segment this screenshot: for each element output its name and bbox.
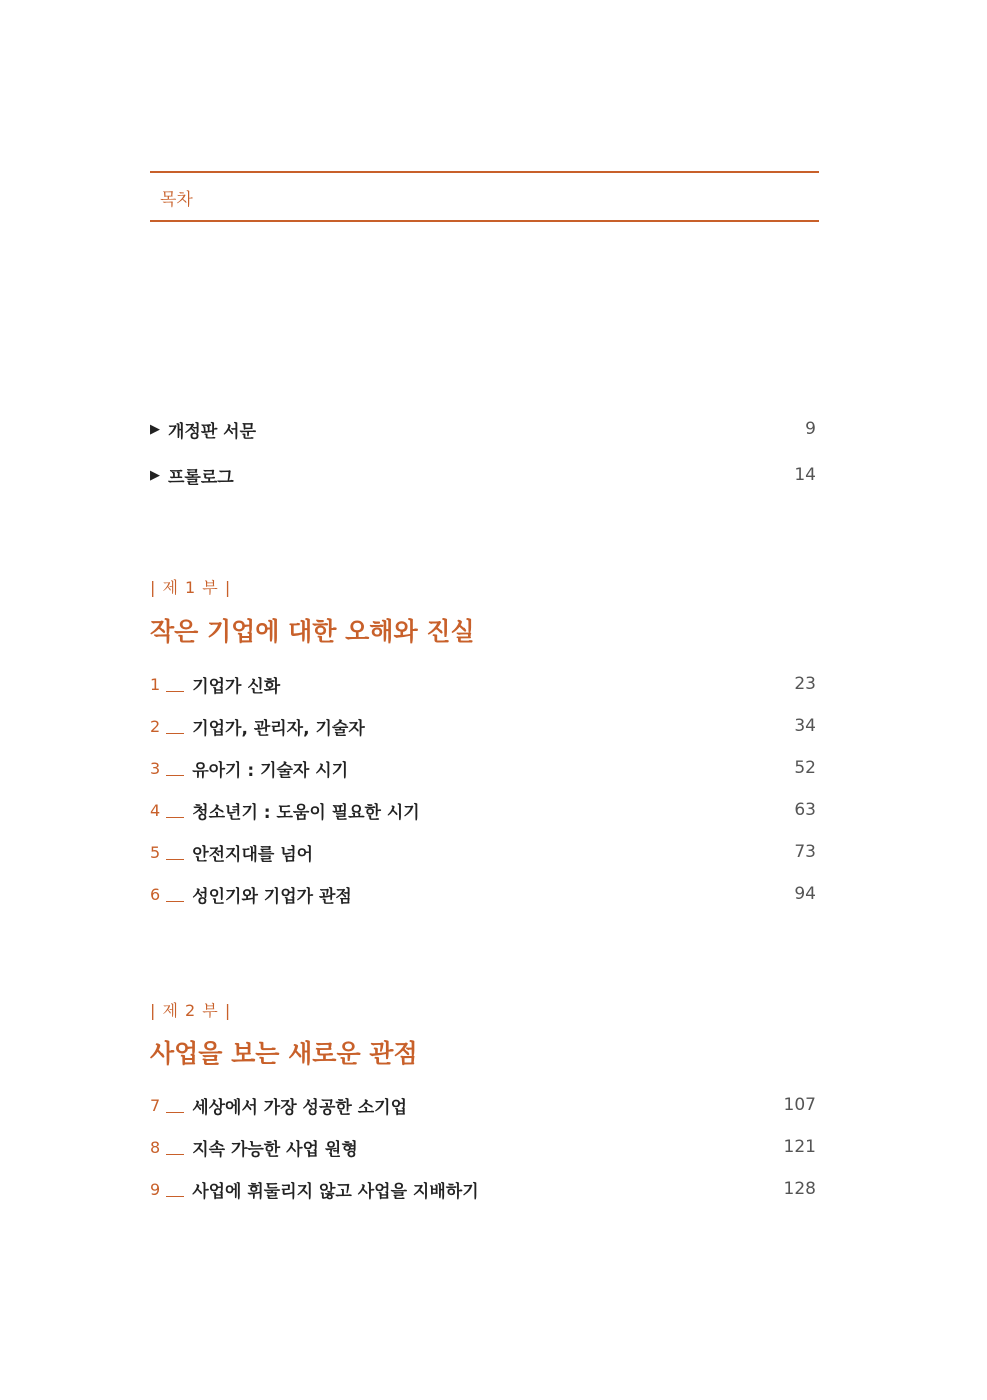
chapter-label: 안전지대를 넘어 xyxy=(192,844,314,865)
dash-divider xyxy=(166,1196,184,1197)
chapter-page: 63 xyxy=(794,800,816,820)
chapter-page: 23 xyxy=(794,674,816,694)
chapter-page: 94 xyxy=(794,884,816,904)
chapter-number: 5 xyxy=(150,842,161,862)
dash-divider xyxy=(166,901,184,902)
toc-chapter[interactable] xyxy=(150,672,816,696)
chapter-number: 3 xyxy=(150,758,161,778)
toc-chapter[interactable] xyxy=(150,1093,816,1117)
dash-divider xyxy=(166,733,184,734)
bottom-rule xyxy=(150,220,819,222)
toc-title: 목차 xyxy=(160,190,193,210)
toc-chapter[interactable] xyxy=(150,882,816,906)
toc-chapter[interactable] xyxy=(150,798,816,822)
dash-divider xyxy=(166,817,184,818)
toc-entry-preface[interactable] xyxy=(150,417,816,441)
chapter-label: 지속 가능한 사업 원형 xyxy=(192,1139,358,1160)
toc-chapter[interactable] xyxy=(150,1177,816,1201)
chapter-number: 1 xyxy=(150,674,161,694)
dash-divider xyxy=(166,1112,184,1113)
dash-divider xyxy=(166,691,184,692)
chapter-number: 8 xyxy=(150,1137,161,1157)
chapter-page: 34 xyxy=(794,716,816,736)
chapter-page: 128 xyxy=(783,1179,816,1199)
chapter-number: 7 xyxy=(150,1095,161,1115)
chapter-page: 73 xyxy=(794,842,816,862)
part-label: | 제 2 부 | xyxy=(150,1001,232,1020)
toc-chapter[interactable] xyxy=(150,714,816,738)
toc-chapter[interactable] xyxy=(150,1135,816,1159)
chapter-label: 청소년기 : 도움이 필요한 시기 xyxy=(192,802,420,823)
entry-label: 개정판 서문 xyxy=(168,421,257,442)
chapter-page: 107 xyxy=(783,1095,816,1115)
toc-chapter[interactable] xyxy=(150,840,816,864)
entry-page: 14 xyxy=(794,465,816,485)
triangle-icon: ▶ xyxy=(150,421,160,437)
part-title: 작은 기업에 대한 오해와 진실 xyxy=(150,617,475,646)
chapter-label: 사업에 휘둘리지 않고 사업을 지배하기 xyxy=(192,1181,479,1202)
dash-divider xyxy=(166,1154,184,1155)
part-label: | 제 1 부 | xyxy=(150,578,232,597)
toc-entry-prologue[interactable] xyxy=(150,463,816,487)
part-title: 사업을 보는 새로운 관점 xyxy=(150,1039,418,1068)
chapter-label: 기업가 신화 xyxy=(192,676,281,697)
chapter-label: 유아기 : 기술자 시기 xyxy=(192,760,349,781)
entry-label: 프롤로그 xyxy=(168,467,234,488)
top-rule xyxy=(150,171,819,173)
toc-chapter[interactable] xyxy=(150,756,816,780)
chapter-number: 6 xyxy=(150,884,161,904)
chapter-label: 기업가, 관리자, 기술자 xyxy=(192,718,365,739)
entry-page: 9 xyxy=(805,419,816,439)
chapter-page: 52 xyxy=(794,758,816,778)
chapter-number: 9 xyxy=(150,1179,161,1199)
triangle-icon: ▶ xyxy=(150,467,160,483)
chapter-label: 성인기와 기업가 관점 xyxy=(192,886,352,907)
dash-divider xyxy=(166,775,184,776)
chapter-number: 2 xyxy=(150,716,161,736)
chapter-label: 세상에서 가장 성공한 소기업 xyxy=(192,1097,408,1118)
chapter-page: 121 xyxy=(783,1137,816,1157)
chapter-number: 4 xyxy=(150,800,161,820)
dash-divider xyxy=(166,859,184,860)
